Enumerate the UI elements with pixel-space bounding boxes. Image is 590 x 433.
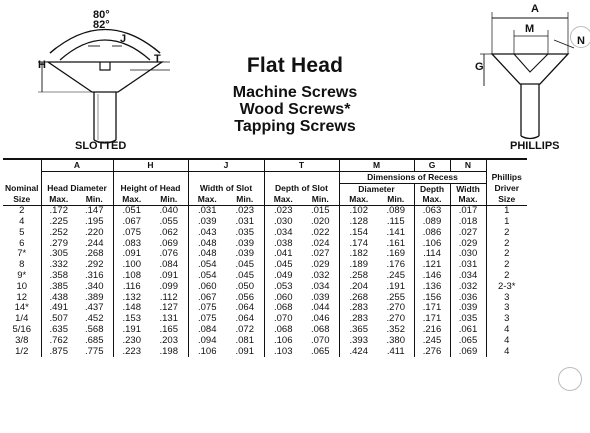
table-cell: .161 — [386, 238, 405, 249]
table-cell: .034 — [450, 271, 486, 282]
sub-max: Max. — [414, 194, 450, 205]
nominal-size-cell: 1/4 — [15, 314, 29, 325]
table-cell: .332 — [41, 260, 76, 271]
table-cell: .091 — [235, 346, 254, 357]
table-cell: .154 — [339, 228, 378, 239]
table-cell: .067 — [113, 217, 150, 228]
table-cell: .075 — [113, 228, 150, 239]
nominal-size-cell: 10 — [16, 281, 28, 292]
table-cell: .045 — [235, 260, 254, 271]
sub-max: Max. — [264, 194, 302, 205]
nominal-size-cell: 8 — [19, 260, 25, 271]
sub-min: Min. — [378, 194, 414, 205]
nominal-size-cell: 9* — [17, 270, 27, 281]
nominal-size-cell: 3/8 — [15, 335, 29, 346]
table-cell: .171 — [414, 303, 450, 314]
table-cell: .775 — [85, 346, 104, 357]
table-cell: .198 — [159, 346, 178, 357]
table-cell: .279 — [41, 239, 76, 250]
table-cell: .017 — [450, 206, 486, 217]
table-cell: .094 — [188, 336, 226, 347]
head-diameter-header: Head Diameter — [41, 183, 113, 194]
nominal-size-cell: 1/2 — [15, 346, 29, 357]
table-cell: .070 — [264, 314, 302, 325]
table-cell: 4 — [486, 347, 527, 358]
dim-g-label: G — [475, 61, 484, 73]
table-row — [3, 239, 527, 250]
dim-t-label: T — [154, 53, 161, 65]
table-cell: .245 — [386, 270, 405, 281]
table-cell: .061 — [450, 325, 486, 336]
table-cell: .075 — [188, 303, 226, 314]
table-cell: .100 — [113, 260, 150, 271]
table-cell: .043 — [188, 228, 226, 239]
table-cell: .438 — [41, 293, 76, 304]
table-row — [3, 293, 527, 304]
table-cell: .051 — [113, 206, 150, 217]
table-cell: .389 — [85, 292, 104, 303]
table-cell: .875 — [41, 347, 76, 358]
table-cell: .132 — [113, 293, 150, 304]
table-cell: .045 — [235, 270, 254, 281]
max-min-row — [3, 194, 527, 205]
table-cell: .036 — [450, 293, 486, 304]
table-cell: .023 — [235, 205, 254, 217]
table-cell: .027 — [450, 228, 486, 239]
table-cell: .064 — [235, 314, 254, 325]
table-cell: .030 — [450, 249, 486, 260]
table-cell: .029 — [311, 260, 330, 271]
table-cell: .070 — [311, 335, 330, 346]
recess-diameter-header: Diameter — [339, 183, 414, 194]
table-cell: .141 — [386, 227, 405, 238]
table-cell: .365 — [339, 325, 378, 336]
table-cell: .039 — [311, 292, 330, 303]
table-cell: .245 — [414, 336, 450, 347]
table-cell: .039 — [235, 249, 254, 260]
table-cell: .083 — [113, 239, 150, 250]
table-cell: .075 — [188, 314, 226, 325]
sub-max: Max. — [339, 194, 378, 205]
table-cell: .203 — [159, 335, 178, 346]
table-cell: .195 — [85, 216, 104, 227]
table-row — [3, 271, 527, 282]
table-cell: 4 — [486, 325, 527, 336]
table-cell: .065 — [311, 346, 330, 357]
table-cell: .018 — [450, 217, 486, 228]
col-letter-j: J — [188, 159, 264, 171]
table-cell: .352 — [386, 324, 405, 335]
width-of-slot-header: Width of Slot — [188, 183, 264, 194]
table-row — [3, 228, 527, 239]
size-header: Size — [3, 194, 41, 205]
table-cell: .048 — [188, 249, 226, 260]
phillips-header-1: Phillips — [486, 171, 527, 183]
table-cell: .068 — [311, 324, 330, 335]
table-cell: .121 — [414, 260, 450, 271]
table-cell: .108 — [113, 271, 150, 282]
table-cell: .015 — [311, 205, 330, 217]
table-cell: .062 — [159, 227, 178, 238]
table-cell: .189 — [339, 260, 378, 271]
table-cell: .191 — [386, 281, 405, 292]
sub-min: Min. — [76, 194, 113, 205]
table-cell: .069 — [159, 238, 178, 249]
subtitle-wood-screws: Wood Screws* — [239, 101, 351, 118]
scan-circle-mark — [558, 367, 582, 391]
table-cell: .049 — [264, 271, 302, 282]
table-cell: .045 — [264, 260, 302, 271]
table-cell: .283 — [339, 303, 378, 314]
table-row — [3, 336, 527, 347]
table-row — [3, 206, 527, 217]
table-cell: .089 — [414, 217, 450, 228]
table-cell: .112 — [159, 292, 178, 303]
table-cell: .172 — [41, 206, 76, 217]
table-cell: .169 — [386, 249, 405, 260]
dim-a-label: A — [531, 3, 539, 15]
table-cell: .230 — [113, 336, 150, 347]
table-cell: .084 — [159, 260, 178, 271]
sub-min: Min. — [226, 194, 264, 205]
table-cell: .102 — [339, 206, 378, 217]
table-cell: .114 — [414, 249, 450, 260]
table-cell: .316 — [85, 270, 104, 281]
table-cell: .091 — [159, 270, 178, 281]
table-cell: .191 — [113, 325, 150, 336]
table-cell: .068 — [264, 303, 302, 314]
table-cell: .035 — [450, 314, 486, 325]
table-cell: .032 — [311, 270, 330, 281]
table-cell: .223 — [113, 347, 150, 358]
sub-max: Max. — [41, 194, 76, 205]
table-cell: .050 — [235, 281, 254, 292]
table-cell: .035 — [235, 227, 254, 238]
col-letter-t: T — [264, 159, 339, 171]
nominal-size-cell: 5 — [19, 227, 25, 238]
table-cell: .046 — [311, 314, 330, 325]
sub-max: Max. — [113, 194, 150, 205]
table-cell: .031 — [235, 216, 254, 227]
table-cell: .131 — [159, 314, 178, 325]
table-cell: .038 — [264, 239, 302, 250]
col-letter-n: N — [450, 159, 486, 171]
col-letter-a: A — [41, 159, 113, 171]
depth-of-slot-header: Depth of Slot — [264, 183, 339, 194]
table-row — [3, 314, 527, 325]
table-cell: .027 — [311, 249, 330, 260]
table-cell: .136 — [414, 282, 450, 293]
table-cell: .023 — [264, 206, 302, 217]
table-cell: .171 — [414, 314, 450, 325]
table-cell: .069 — [450, 347, 486, 358]
table-cell: .128 — [339, 217, 378, 228]
dim-j-label: J — [120, 33, 127, 45]
table-cell: .147 — [85, 205, 104, 217]
nominal-size-cell: 6 — [19, 238, 25, 249]
table-cell: .103 — [264, 347, 302, 358]
table-cell: .358 — [41, 271, 76, 282]
table-cell: .283 — [339, 314, 378, 325]
table-cell: .244 — [85, 238, 104, 249]
table-cell: .182 — [339, 249, 378, 260]
table-cell: 3 — [486, 303, 527, 314]
table-cell: .031 — [450, 260, 486, 271]
table-cell: .258 — [339, 271, 378, 282]
col-letter-h: H — [113, 159, 188, 171]
table-cell: .034 — [311, 281, 330, 292]
table-cell: 3 — [486, 293, 527, 304]
table-cell: .411 — [386, 346, 405, 357]
table-cell: .072 — [235, 324, 254, 335]
table-cell: .106 — [188, 347, 226, 358]
table-cell: .176 — [386, 260, 405, 271]
nominal-header: Nominal — [4, 183, 39, 194]
table-cell: .029 — [450, 239, 486, 250]
table-cell: .255 — [386, 292, 405, 303]
table-cell: .089 — [386, 205, 405, 217]
angle-80-label: 80° — [93, 9, 110, 21]
table-cell: .030 — [264, 217, 302, 228]
recess-depth-header: Depth — [414, 183, 450, 194]
table-cell: .039 — [450, 303, 486, 314]
dim-m-label: M — [525, 23, 535, 35]
table-row — [3, 249, 527, 260]
table-cell: .148 — [113, 303, 150, 314]
table-cell: 2-3* — [486, 282, 527, 293]
nominal-size-cell: 12 — [16, 292, 28, 303]
table-cell: .174 — [339, 239, 378, 250]
table-cell: .216 — [414, 325, 450, 336]
sub-max: Max. — [188, 194, 226, 205]
table-cell: .054 — [188, 260, 226, 271]
table-cell: .252 — [41, 228, 76, 239]
table-cell: .127 — [159, 303, 178, 314]
table-cell: .032 — [450, 282, 486, 293]
col-letter-g: G — [414, 159, 450, 171]
angle-82-label: 82° — [93, 19, 110, 31]
table-cell: .065 — [450, 336, 486, 347]
table-cell: 3 — [486, 314, 527, 325]
table-cell: .380 — [386, 335, 405, 346]
recess-width-header: Width — [450, 183, 486, 194]
table-cell: .054 — [188, 271, 226, 282]
table-cell: 2 — [486, 228, 527, 239]
table-cell: 2 — [486, 239, 527, 250]
table-cell: 4 — [486, 336, 527, 347]
sub-max: Max. — [450, 194, 486, 205]
table-cell: 2 — [486, 260, 527, 271]
table-cell: .076 — [159, 249, 178, 260]
slotted-label: SLOTTED — [75, 140, 127, 152]
table-cell: .106 — [264, 336, 302, 347]
nominal-size-cell: 5/16 — [12, 324, 31, 335]
column-letter-row — [3, 159, 527, 171]
table-cell: .055 — [159, 216, 178, 227]
table-cell: .060 — [264, 293, 302, 304]
table-row — [3, 217, 527, 228]
table-cell: .437 — [85, 303, 104, 314]
nominal-size-cell: 2 — [19, 205, 25, 217]
table-cell: .091 — [113, 249, 150, 260]
table-row — [3, 325, 527, 336]
dim-n-label: N — [577, 35, 585, 47]
subtitle-machine-screws: Machine Screws — [232, 84, 358, 101]
table-cell: .040 — [159, 205, 178, 217]
table-cell: .031 — [188, 206, 226, 217]
nominal-size-cell: 14* — [14, 303, 29, 314]
table-cell: .067 — [188, 293, 226, 304]
subtitle-tapping-screws: Tapping Screws — [234, 118, 356, 135]
table-row — [3, 347, 527, 358]
table-cell: .635 — [41, 325, 76, 336]
table-cell: .041 — [264, 249, 302, 260]
table-cell: .568 — [85, 324, 104, 335]
recess-header-row — [3, 171, 527, 183]
dim-h-label: H — [38, 59, 46, 71]
table-cell: .146 — [414, 271, 450, 282]
table-cell: .068 — [264, 325, 302, 336]
col-letter-m: M — [339, 159, 414, 171]
table-cell: .053 — [264, 282, 302, 293]
nominal-size-cell: 7* — [17, 249, 27, 260]
table-cell: .116 — [113, 282, 150, 293]
table-cell: .060 — [188, 282, 226, 293]
table-cell: .424 — [339, 347, 378, 358]
sub-min: Min. — [302, 194, 339, 205]
table-cell: .115 — [386, 216, 405, 227]
table-cell: .276 — [414, 347, 450, 358]
table-cell: .268 — [339, 293, 378, 304]
table-cell: .024 — [311, 238, 330, 249]
height-of-head-header: Height of Head — [113, 183, 188, 194]
table-row — [3, 303, 527, 314]
table-cell: .099 — [159, 281, 178, 292]
table-cell: .156 — [414, 293, 450, 304]
table-cell: .022 — [311, 227, 330, 238]
phillips-label: PHILLIPS — [510, 140, 560, 152]
table-cell: .220 — [85, 227, 104, 238]
column-header-row — [3, 183, 527, 194]
table-cell: .385 — [41, 282, 76, 293]
table-row — [3, 282, 527, 293]
table-cell: 2 — [486, 271, 527, 282]
table-cell: .393 — [339, 336, 378, 347]
table-cell: .048 — [188, 239, 226, 250]
table-cell: .153 — [113, 314, 150, 325]
table-row — [3, 260, 527, 271]
table-cell: .762 — [41, 336, 76, 347]
table-cell: .292 — [85, 260, 104, 271]
table-cell: .268 — [85, 249, 104, 260]
table-cell: .034 — [264, 228, 302, 239]
table-cell: .056 — [235, 292, 254, 303]
table-cell: .305 — [41, 249, 76, 260]
table-cell: .064 — [235, 303, 254, 314]
table-cell: 1 — [486, 206, 527, 217]
phillips-header-2: Driver — [486, 183, 527, 194]
table-cell: .507 — [41, 314, 76, 325]
table-cell: 1 — [486, 217, 527, 228]
table-cell: 2 — [486, 249, 527, 260]
table-cell: .270 — [386, 303, 405, 314]
nominal-size-cell: 4 — [19, 216, 25, 227]
page-title: Flat Head — [246, 54, 344, 77]
table-cell: .084 — [188, 325, 226, 336]
table-cell: .106 — [414, 239, 450, 250]
table-cell: .685 — [85, 335, 104, 346]
sub-min: Min. — [150, 194, 188, 205]
table-cell: .270 — [386, 314, 405, 325]
table-cell: .039 — [188, 217, 226, 228]
table-cell: .225 — [41, 217, 76, 228]
table-cell: .340 — [85, 281, 104, 292]
dimensions-table — [3, 158, 527, 357]
table-cell: .020 — [311, 216, 330, 227]
table-cell: .081 — [235, 335, 254, 346]
recess-title: Dimensions of Recess — [339, 171, 486, 183]
table-cell: .063 — [414, 206, 450, 217]
table-cell: .204 — [339, 282, 378, 293]
table-cell: .044 — [311, 303, 330, 314]
table-cell: .491 — [41, 303, 76, 314]
table-cell: .039 — [235, 238, 254, 249]
table-cell: .452 — [85, 314, 104, 325]
phillips-header-3: Size — [486, 194, 527, 205]
table-cell: .165 — [159, 324, 178, 335]
table-cell: .086 — [414, 228, 450, 239]
